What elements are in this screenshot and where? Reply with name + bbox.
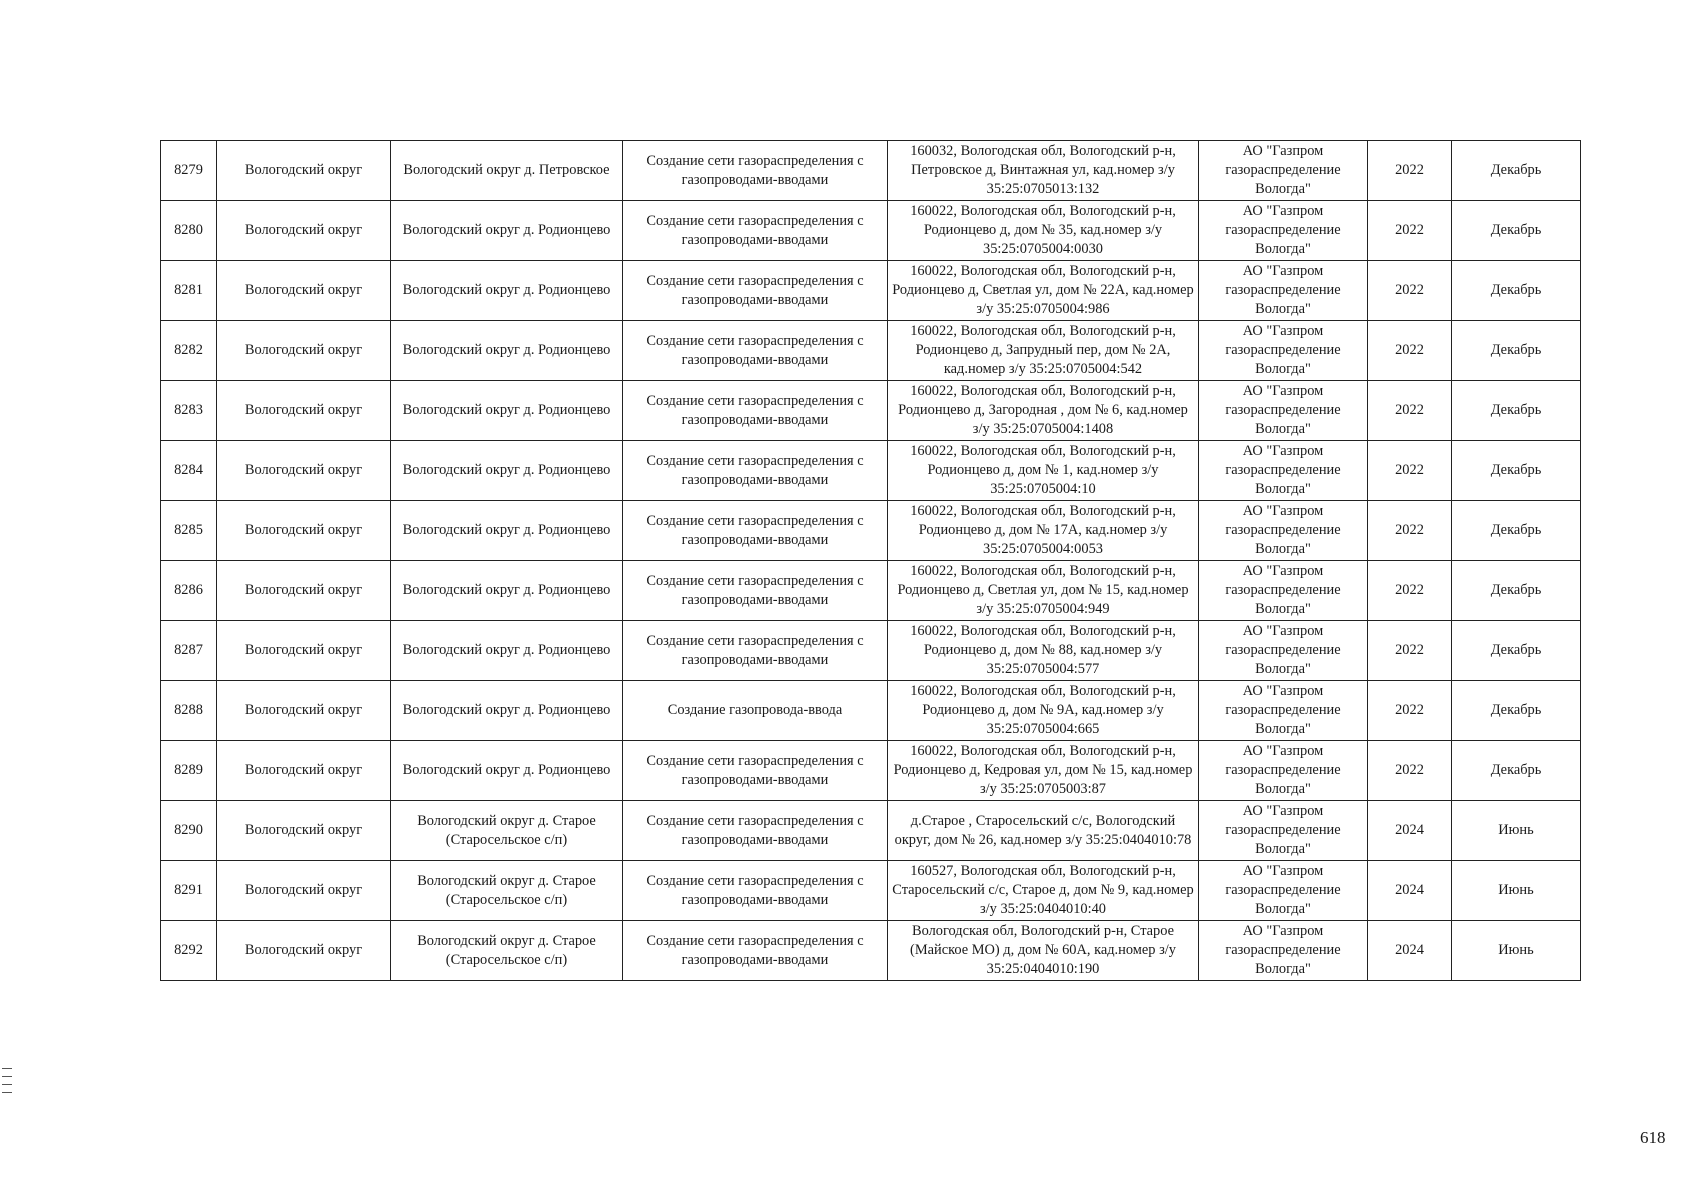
organization-cell: АО "Газпром газораспределение Вологда" <box>1199 801 1368 861</box>
row-number-cell: 8289 <box>161 741 217 801</box>
year-cell: 2022 <box>1368 381 1452 441</box>
work-type-cell: Создание сети газораспределения с газопроводами-вводами <box>623 921 888 981</box>
address-cell: 160022, Вологодская обл, Вологодский р-н, Родионцево д, дом № 17А, кад.номер з/у 35:25:0705004:0053 <box>888 501 1199 561</box>
address-cell: д.Старое , Старосельский с/с, Вологодский округ, дом № 26, кад.номер з/у 35:25:0404010:78 <box>888 801 1199 861</box>
locality-cell: Вологодский округ д. Родионцево <box>391 441 623 501</box>
year-cell: 2022 <box>1368 201 1452 261</box>
organization-cell: АО "Газпром газораспределение Вологда" <box>1199 261 1368 321</box>
month-cell: Декабрь <box>1452 501 1581 561</box>
organization-cell: АО "Газпром газораспределение Вологда" <box>1199 621 1368 681</box>
district-cell: Вологодский округ <box>217 921 391 981</box>
row-number-cell: 8279 <box>161 141 217 201</box>
address-cell: 160527, Вологодская обл, Вологодский р-н, Старосельский с/с, Старое д, дом № 9, кад.номер з/у 35:25:0404010:40 <box>888 861 1199 921</box>
table-row <box>161 141 1581 201</box>
table-row <box>161 201 1581 261</box>
row-number-cell: 8287 <box>161 621 217 681</box>
organization-cell: АО "Газпром газораспределение Вологда" <box>1199 201 1368 261</box>
work-type-cell: Создание сети газораспределения с газопроводами-вводами <box>623 261 888 321</box>
row-number-cell: 8284 <box>161 441 217 501</box>
district-cell: Вологодский округ <box>217 681 391 741</box>
month-cell: Июнь <box>1452 861 1581 921</box>
organization-cell: АО "Газпром газораспределение Вологда" <box>1199 141 1368 201</box>
row-number-cell: 8285 <box>161 501 217 561</box>
district-cell: Вологодский округ <box>217 441 391 501</box>
year-cell: 2022 <box>1368 501 1452 561</box>
organization-cell: АО "Газпром газораспределение Вологда" <box>1199 861 1368 921</box>
year-cell: 2022 <box>1368 561 1452 621</box>
address-cell: 160022, Вологодская обл, Вологодский р-н, Родионцево д, Светлая ул, дом № 22А, кад.номер з/у 35:25:0705004:986 <box>888 261 1199 321</box>
locality-cell: Вологодский округ д. Родионцево <box>391 621 623 681</box>
locality-cell: Вологодский округ д. Старое (Старосельское с/п) <box>391 921 623 981</box>
work-type-cell: Создание сети газораспределения с газопроводами-вводами <box>623 501 888 561</box>
row-number-cell: 8291 <box>161 861 217 921</box>
work-type-cell: Создание сети газораспределения с газопроводами-вводами <box>623 381 888 441</box>
organization-cell: АО "Газпром газораспределение Вологда" <box>1199 321 1368 381</box>
district-cell: Вологодский округ <box>217 201 391 261</box>
work-type-cell: Создание сети газораспределения с газопроводами-вводами <box>623 201 888 261</box>
locality-cell: Вологодский округ д. Родионцево <box>391 201 623 261</box>
page-number: 618 <box>1640 1128 1666 1147</box>
work-type-cell: Создание сети газораспределения с газопроводами-вводами <box>623 141 888 201</box>
table-row <box>161 561 1581 621</box>
year-cell: 2022 <box>1368 681 1452 741</box>
locality-cell: Вологодский округ д. Старое (Старосельское с/п) <box>391 801 623 861</box>
row-number-cell: 8283 <box>161 381 217 441</box>
locality-cell: Вологодский округ д. Родионцево <box>391 381 623 441</box>
work-type-cell: Создание сети газораспределения с газопроводами-вводами <box>623 441 888 501</box>
row-number-cell: 8282 <box>161 321 217 381</box>
month-cell: Декабрь <box>1452 141 1581 201</box>
gasification-table <box>160 140 1581 981</box>
address-cell: 160022, Вологодская обл, Вологодский р-н, Родионцево д, дом № 9А, кад.номер з/у 35:25:0705004:665 <box>888 681 1199 741</box>
district-cell: Вологодский округ <box>217 561 391 621</box>
locality-cell: Вологодский округ д. Родионцево <box>391 501 623 561</box>
work-type-cell: Создание газопровода-ввода <box>623 681 888 741</box>
year-cell: 2022 <box>1368 441 1452 501</box>
row-number-cell: 8286 <box>161 561 217 621</box>
table-row <box>161 621 1581 681</box>
year-cell: 2022 <box>1368 621 1452 681</box>
table-row <box>161 441 1581 501</box>
table-row <box>161 501 1581 561</box>
address-cell: 160022, Вологодская обл, Вологодский р-н, Родионцево д, дом № 88, кад.номер з/у 35:25:0705004:577 <box>888 621 1199 681</box>
row-number-cell: 8280 <box>161 201 217 261</box>
address-cell: 160022, Вологодская обл, Вологодский р-н, Родионцево д, Запрудный пер, дом № 2А, кад.номер з/у 35:25:0705004:542 <box>888 321 1199 381</box>
address-cell: 160022, Вологодская обл, Вологодский р-н, Родионцево д, Загородная , дом № 6, кад.номер з/у 35:25:0705004:1408 <box>888 381 1199 441</box>
month-cell: Декабрь <box>1452 621 1581 681</box>
month-cell: Декабрь <box>1452 201 1581 261</box>
month-cell: Июнь <box>1452 801 1581 861</box>
month-cell: Декабрь <box>1452 441 1581 501</box>
table-body <box>161 141 1581 981</box>
month-cell: Декабрь <box>1452 321 1581 381</box>
work-type-cell: Создание сети газораспределения с газопроводами-вводами <box>623 321 888 381</box>
work-type-cell: Создание сети газораспределения с газопроводами-вводами <box>623 801 888 861</box>
year-cell: 2022 <box>1368 261 1452 321</box>
work-type-cell: Создание сети газораспределения с газопроводами-вводами <box>623 621 888 681</box>
table-row <box>161 261 1581 321</box>
locality-cell: Вологодский округ д. Петровское <box>391 141 623 201</box>
locality-cell: Вологодский округ д. Родионцево <box>391 261 623 321</box>
month-cell: Декабрь <box>1452 381 1581 441</box>
year-cell: 2024 <box>1368 801 1452 861</box>
month-cell: Декабрь <box>1452 681 1581 741</box>
table-row <box>161 321 1581 381</box>
table-row <box>161 381 1581 441</box>
work-type-cell: Создание сети газораспределения с газопроводами-вводами <box>623 861 888 921</box>
district-cell: Вологодский округ <box>217 621 391 681</box>
district-cell: Вологодский округ <box>217 501 391 561</box>
district-cell: Вологодский округ <box>217 141 391 201</box>
locality-cell: Вологодский округ д. Родионцево <box>391 741 623 801</box>
work-type-cell: Создание сети газораспределения с газопроводами-вводами <box>623 741 888 801</box>
organization-cell: АО "Газпром газораспределение Вологда" <box>1199 921 1368 981</box>
row-number-cell: 8281 <box>161 261 217 321</box>
table-row <box>161 861 1581 921</box>
district-cell: Вологодский округ <box>217 801 391 861</box>
table-row <box>161 741 1581 801</box>
work-type-cell: Создание сети газораспределения с газопроводами-вводами <box>623 561 888 621</box>
year-cell: 2024 <box>1368 921 1452 981</box>
address-cell: 160032, Вологодская обл, Вологодский р-н, Петровское д, Винтажная ул, кад.номер з/у 35:25:0705013:132 <box>888 141 1199 201</box>
table-row <box>161 681 1581 741</box>
organization-cell: АО "Газпром газораспределение Вологда" <box>1199 441 1368 501</box>
organization-cell: АО "Газпром газораспределение Вологда" <box>1199 681 1368 741</box>
table-row <box>161 801 1581 861</box>
year-cell: 2022 <box>1368 741 1452 801</box>
address-cell: 160022, Вологодская обл, Вологодский р-н, Родионцево д, Светлая ул, дом № 15, кад.номер з/у 35:25:0705004:949 <box>888 561 1199 621</box>
table-row <box>161 921 1581 981</box>
year-cell: 2024 <box>1368 861 1452 921</box>
organization-cell: АО "Газпром газораспределение Вологда" <box>1199 741 1368 801</box>
locality-cell: Вологодский округ д. Родионцево <box>391 681 623 741</box>
locality-cell: Вологодский округ д. Старое (Старосельское с/п) <box>391 861 623 921</box>
address-cell: Вологодская обл, Вологодский р-н, Старое (Майское МО) д, дом № 60А, кад.номер з/у 35:25:0404010:190 <box>888 921 1199 981</box>
address-cell: 160022, Вологодская обл, Вологодский р-н, Родионцево д, дом № 35, кад.номер з/у 35:25:0705004:0030 <box>888 201 1199 261</box>
row-number-cell: 8288 <box>161 681 217 741</box>
address-cell: 160022, Вологодская обл, Вологодский р-н, Родионцево д, дом № 1, кад.номер з/у 35:25:0705004:10 <box>888 441 1199 501</box>
month-cell: Декабрь <box>1452 261 1581 321</box>
district-cell: Вологодский округ <box>217 741 391 801</box>
year-cell: 2022 <box>1368 141 1452 201</box>
address-cell: 160022, Вологодская обл, Вологодский р-н, Родионцево д, Кедровая ул, дом № 15, кад.номер з/у 35:25:0705003:87 <box>888 741 1199 801</box>
district-cell: Вологодский округ <box>217 321 391 381</box>
district-cell: Вологодский округ <box>217 261 391 321</box>
row-number-cell: 8292 <box>161 921 217 981</box>
organization-cell: АО "Газпром газораспределение Вологда" <box>1199 381 1368 441</box>
month-cell: Декабрь <box>1452 741 1581 801</box>
row-number-cell: 8290 <box>161 801 217 861</box>
organization-cell: АО "Газпром газораспределение Вологда" <box>1199 501 1368 561</box>
month-cell: Июнь <box>1452 921 1581 981</box>
locality-cell: Вологодский округ д. Родионцево <box>391 561 623 621</box>
margin-mark <box>2 1066 14 1094</box>
year-cell: 2022 <box>1368 321 1452 381</box>
district-cell: Вологодский округ <box>217 861 391 921</box>
locality-cell: Вологодский округ д. Родионцево <box>391 321 623 381</box>
month-cell: Декабрь <box>1452 561 1581 621</box>
district-cell: Вологодский округ <box>217 381 391 441</box>
organization-cell: АО "Газпром газораспределение Вологда" <box>1199 561 1368 621</box>
